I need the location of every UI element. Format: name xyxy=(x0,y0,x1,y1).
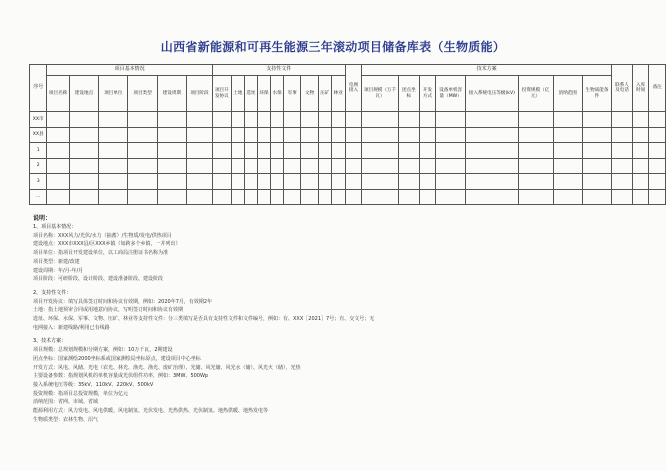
note-line: 项目类型：新建/改建 xyxy=(33,258,80,265)
table-cell xyxy=(212,158,231,174)
col-header: 项目名称 xyxy=(47,76,69,112)
col-header: 生物质能条件 xyxy=(582,76,611,112)
table-cell xyxy=(612,143,633,159)
table-cell xyxy=(582,174,611,190)
table-cell xyxy=(345,158,361,174)
col-header: 文物 xyxy=(301,76,318,112)
table-cell xyxy=(231,174,244,190)
table-cell xyxy=(99,112,128,128)
note-line: 消纳范围：省网、市域、省域 xyxy=(33,399,99,406)
table-cell xyxy=(362,112,399,128)
table-cell xyxy=(128,143,157,159)
note-line: 土地：指土地预审合同或用地意向协议，写明签订时间和协议有效期 xyxy=(33,307,184,314)
section-title: 2、支持性文件： xyxy=(33,289,72,296)
note-line: 主要设备参数：指规划风机的单机容量或光伏组件功率，例如：3MW、500Wp xyxy=(33,373,209,380)
col-header: 项目阶段 xyxy=(186,76,212,112)
table-cell xyxy=(244,112,257,128)
table-cell xyxy=(157,127,186,143)
table-cell xyxy=(231,189,244,205)
section-title: 3、技术方案： xyxy=(33,338,67,345)
table-cell xyxy=(47,112,69,128)
table-cell xyxy=(244,174,257,190)
table-cell xyxy=(398,174,419,190)
table-cell xyxy=(271,112,284,128)
table-row xyxy=(30,143,666,159)
table-cell xyxy=(284,158,301,174)
table-cell xyxy=(47,174,69,190)
table-cell xyxy=(212,189,231,205)
row-label: 3 xyxy=(30,174,47,190)
table-cell xyxy=(331,127,345,143)
table-cell xyxy=(244,143,257,159)
table-cell xyxy=(345,189,361,205)
table-cell xyxy=(186,143,212,159)
table-row xyxy=(30,189,666,205)
table-cell xyxy=(612,158,633,174)
table-cell xyxy=(284,189,301,205)
table-cell xyxy=(99,127,128,143)
table-cell xyxy=(649,112,666,128)
table-cell xyxy=(212,127,231,143)
table-cell xyxy=(157,174,186,190)
table-cell xyxy=(466,158,518,174)
table-cell xyxy=(128,127,157,143)
table-cell xyxy=(318,112,331,128)
header-storage-time: 入库时间 xyxy=(632,65,648,112)
table-cell xyxy=(582,158,611,174)
table-cell xyxy=(649,127,666,143)
col-header: 选址 xyxy=(244,76,257,112)
table-cell xyxy=(345,174,361,190)
table-cell xyxy=(244,158,257,174)
table-cell xyxy=(398,127,419,143)
col-header: 军事 xyxy=(284,76,301,112)
col-header: 投资规模（亿元） xyxy=(518,76,553,112)
note-line: 项目开发协议：填写具体签订时间和协议有效期，例如：2020年7月，有效期2年 xyxy=(33,298,213,305)
note-line: 开发方式：风电、风储、光电（农光、林光、渔光、渔光、废矿治理）、光储、风光储、风光水（储）、风光火（储），光热 xyxy=(33,364,301,371)
table-cell xyxy=(47,158,69,174)
table-cell xyxy=(553,174,582,190)
table-cell xyxy=(231,158,244,174)
table-cell xyxy=(157,112,186,128)
table-cell xyxy=(362,158,399,174)
col-header: 接入系统电压等级(kV) xyxy=(466,76,518,112)
table-cell xyxy=(553,189,582,205)
table-cell xyxy=(284,127,301,143)
note-line: 电网接入：新建线路/利用已有线路 xyxy=(33,324,110,331)
table-cell xyxy=(436,127,466,143)
table-cell xyxy=(345,143,361,159)
table-cell xyxy=(436,158,466,174)
note-line: 生物质类型：农林生物、沼气 xyxy=(33,416,99,423)
table-cell xyxy=(257,174,270,190)
table-cell xyxy=(466,189,518,205)
table-cell xyxy=(419,158,435,174)
table-cell xyxy=(436,112,466,128)
note-line: 项目阶段：可研阶段、设计阶段、建设准备阶段、建设阶段 xyxy=(33,276,164,283)
table-cell xyxy=(318,127,331,143)
table-cell xyxy=(69,158,98,174)
header-contact: 联系人及电话 xyxy=(612,65,633,112)
table-cell xyxy=(128,158,157,174)
table-cell xyxy=(69,127,98,143)
table-cell xyxy=(284,112,301,128)
col-header: 项目单位 xyxy=(99,76,128,112)
table-cell xyxy=(69,143,98,159)
table-cell xyxy=(186,189,212,205)
table-cell xyxy=(318,158,331,174)
table-cell xyxy=(271,174,284,190)
table-cell xyxy=(257,127,270,143)
row-label: XX市 xyxy=(30,112,47,128)
note-line: 接入系统电压等级：35kV、110kV、220kV、500kV xyxy=(33,381,154,388)
table-cell xyxy=(518,127,553,143)
table-cell xyxy=(271,127,284,143)
table-cell xyxy=(301,158,318,174)
col-header: 土地 xyxy=(231,76,244,112)
table-cell xyxy=(518,189,553,205)
table-cell xyxy=(649,189,666,205)
table-cell xyxy=(231,112,244,128)
table-cell xyxy=(331,189,345,205)
table-cell xyxy=(99,158,128,174)
table-cell xyxy=(466,174,518,190)
table-cell xyxy=(301,189,318,205)
table-cell xyxy=(632,174,648,190)
table-cell xyxy=(99,143,128,159)
note-line: 项目规模：总规划规模和分期方案，例如：10万千瓦，2期建设 xyxy=(33,347,173,354)
table-cell xyxy=(362,143,399,159)
table-cell xyxy=(47,189,69,205)
table-cell xyxy=(553,158,582,174)
table-cell xyxy=(419,143,435,159)
table-cell xyxy=(331,158,345,174)
row-label: … xyxy=(30,189,47,205)
table-cell xyxy=(419,174,435,190)
table-cell xyxy=(212,174,231,190)
table-cell xyxy=(582,127,611,143)
table-cell xyxy=(128,112,157,128)
table-cell xyxy=(301,143,318,159)
table-cell xyxy=(553,112,582,128)
table-cell xyxy=(612,127,633,143)
table-cell xyxy=(345,127,361,143)
header-grid: 电网接入 xyxy=(345,65,361,112)
note-line: 建设周期：年/月-年/月 xyxy=(33,267,84,274)
table-cell xyxy=(244,127,257,143)
table-cell xyxy=(331,112,345,128)
table-cell xyxy=(466,127,518,143)
row-label: 2 xyxy=(30,158,47,174)
col-header: 项目开发协议 xyxy=(212,76,231,112)
table-cell xyxy=(186,158,212,174)
table-cell xyxy=(436,174,466,190)
table-cell xyxy=(318,189,331,205)
table-row xyxy=(30,174,666,190)
row-label: XX县 xyxy=(30,127,47,143)
col-header: 开发方式 xyxy=(419,76,435,112)
table-cell xyxy=(301,174,318,190)
col-header: 建设周期 xyxy=(157,76,186,112)
table-cell xyxy=(466,112,518,128)
table-cell xyxy=(649,158,666,174)
table-cell xyxy=(157,143,186,159)
table-cell xyxy=(301,112,318,128)
note-line: 建设地点：XXX市XXX县/区XXX乡镇（如跨多个乡镇，一并列出） xyxy=(33,241,181,248)
table-cell xyxy=(331,174,345,190)
col-header: 项目规模（万千瓦） xyxy=(362,76,399,112)
project-table xyxy=(29,64,666,205)
table-row xyxy=(30,158,666,174)
table-cell xyxy=(301,127,318,143)
table-cell xyxy=(47,127,69,143)
table-cell xyxy=(518,112,553,128)
table-cell xyxy=(553,143,582,159)
table-cell xyxy=(318,143,331,159)
table-cell xyxy=(257,143,270,159)
col-header: 环保 xyxy=(257,76,270,112)
table-cell xyxy=(186,174,212,190)
table-cell xyxy=(271,189,284,205)
table-cell xyxy=(419,112,435,128)
table-cell xyxy=(582,112,611,128)
table-cell xyxy=(632,127,648,143)
table-cell xyxy=(362,174,399,190)
col-header: 设备单机容量（MW） xyxy=(436,76,466,112)
table-cell xyxy=(284,143,301,159)
col-header: 项目类型 xyxy=(128,76,157,112)
table-row xyxy=(30,127,666,143)
table-cell xyxy=(69,112,98,128)
table-cell xyxy=(632,158,648,174)
section-title: 1、项目基本情况： xyxy=(33,224,77,230)
table-cell xyxy=(632,189,648,205)
table-cell xyxy=(582,143,611,159)
table-cell xyxy=(632,112,648,128)
col-header: 水保 xyxy=(271,76,284,112)
table-cell xyxy=(157,158,186,174)
row-label: 1 xyxy=(30,143,47,159)
table-cell xyxy=(318,174,331,190)
table-cell xyxy=(649,174,666,190)
table-cell xyxy=(284,174,301,190)
col-header: 林业 xyxy=(331,76,345,112)
table-cell xyxy=(257,112,270,128)
table-cell xyxy=(553,127,582,143)
header-basic: 项目基本情况 xyxy=(47,65,212,76)
table-cell xyxy=(466,143,518,159)
col-header: 团点坐标 xyxy=(398,76,419,112)
table-cell xyxy=(47,143,69,159)
table-cell xyxy=(186,112,212,128)
header-seq: 序号 xyxy=(30,65,47,112)
table-cell xyxy=(518,158,553,174)
table-cell xyxy=(271,158,284,174)
table-cell xyxy=(632,143,648,159)
table-cell xyxy=(612,174,633,190)
table-cell xyxy=(157,189,186,205)
table-cell xyxy=(257,189,270,205)
header-tech: 技术方案 xyxy=(362,65,612,76)
table-cell xyxy=(212,143,231,159)
table-cell xyxy=(582,189,611,205)
page-title: 山西省新能源和可再生能源三年滚动项目储备库表（生物质能） xyxy=(160,40,506,54)
table-cell xyxy=(398,143,419,159)
col-header: 消纳范围 xyxy=(553,76,582,112)
table-cell xyxy=(649,143,666,159)
table-cell xyxy=(128,174,157,190)
table-cell xyxy=(257,158,270,174)
table-cell xyxy=(398,112,419,128)
table-cell xyxy=(271,143,284,159)
table-cell xyxy=(362,189,399,205)
note-line: 能源利用方式：风力发电、风电供暖、风电制氢、光伏发电、光热供热、光伏制氢、地热供暖、地热发电等 xyxy=(33,408,269,415)
table-cell xyxy=(244,189,257,205)
table-cell xyxy=(69,174,98,190)
header-remark: 备注 xyxy=(649,65,666,112)
table-cell xyxy=(331,143,345,159)
table-cell xyxy=(99,189,128,205)
table-cell xyxy=(362,127,399,143)
table-cell xyxy=(612,189,633,205)
note-line: 项目单位：指项目开发建设单位，以工商局注册证书名称为准 xyxy=(33,250,169,257)
table-row xyxy=(30,112,666,128)
table-cell xyxy=(419,127,435,143)
table-cell xyxy=(99,174,128,190)
table-cell xyxy=(398,189,419,205)
table-cell xyxy=(186,127,212,143)
note-line: 团点坐标：国家测绘2000坐标系或国家测绘局坐标原点，建设项目中心坐标 xyxy=(33,355,201,362)
table-cell xyxy=(69,189,98,205)
col-header: 压矿 xyxy=(318,76,331,112)
table-cell xyxy=(436,189,466,205)
table-cell xyxy=(612,112,633,128)
table-cell xyxy=(128,189,157,205)
note-line: 投资规模：指项目总投资规模，单位为亿元 xyxy=(33,390,129,397)
note-line: 项目名称：XXX风力/光伏/水力（抽蓄）/生物质/发电/供热项目 xyxy=(33,232,172,239)
header-support: 支持性文件 xyxy=(212,65,345,76)
table-cell xyxy=(419,189,435,205)
note-line: 选址、环保、水保、军事、文物、压矿、林业等支持性文件：分三类填写是否具有支持性文件和文件编号，例如：有、XXX［2021］7号；有、交文号；无 xyxy=(33,316,375,323)
table-cell xyxy=(518,143,553,159)
table-cell xyxy=(345,112,361,128)
notes-heading: 说明： xyxy=(33,215,52,222)
table-cell xyxy=(231,143,244,159)
col-header: 建设地点 xyxy=(69,76,98,112)
table-cell xyxy=(212,112,231,128)
table-cell xyxy=(518,174,553,190)
table-cell xyxy=(398,158,419,174)
table-cell xyxy=(436,143,466,159)
notes-section xyxy=(33,214,643,424)
table-cell xyxy=(231,127,244,143)
